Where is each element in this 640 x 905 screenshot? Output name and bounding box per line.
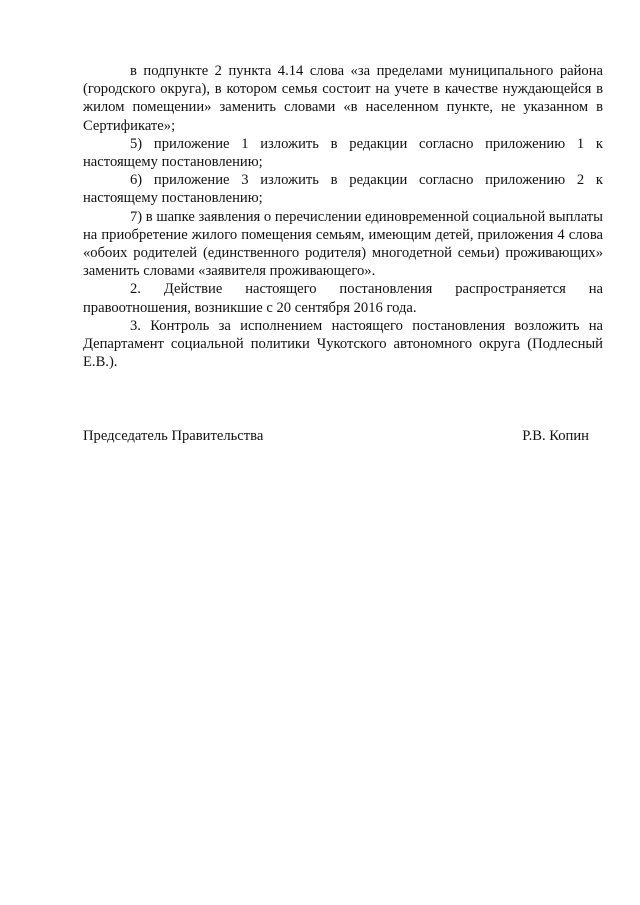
paragraph-appendix-1: 5) приложение 1 изложить в редакции согласно приложению 1 к настоящему постановлению; (83, 135, 603, 171)
paragraph-control: 3. Контроль за исполнением настоящего постановления возложить на Департамент социальной политики Чукотского автономного округа (Подлесный Е.В.). (83, 317, 603, 371)
signatory-name: Р.В. Копин (522, 428, 589, 444)
document-body (83, 62, 603, 371)
signatory-title: Председатель Правительства (83, 428, 264, 444)
paragraph-effective-date: 2. Действие настоящего постановления распространяется на правоотношения, возникшие с 20 сентября 2016 года. (83, 281, 603, 316)
paragraph-subpoint-4-14: в подпункте 2 пункта 4.14 слова «за пределами муниципального района (городского округа), в котором семья состоит на учете в качестве нуждающейся в жилом помещении» заменить словами «в населенном пункте, не указанном в Сертификате»; (83, 63, 603, 134)
paragraph-appendix-3: 6) приложение 3 изложить в редакции согласно приложению 2 к настоящему постановлению; (83, 172, 603, 207)
paragraph-application-header: 7) в шапке заявления о перечислении единовременной социальной выплаты на приобретение жилого помещения семьям, имеющим детей, приложения 4 слова «обоих родителей (единственного родителя) многодетной семьи) проживающих» заменить словами «заявителя проживающего». (83, 208, 603, 280)
